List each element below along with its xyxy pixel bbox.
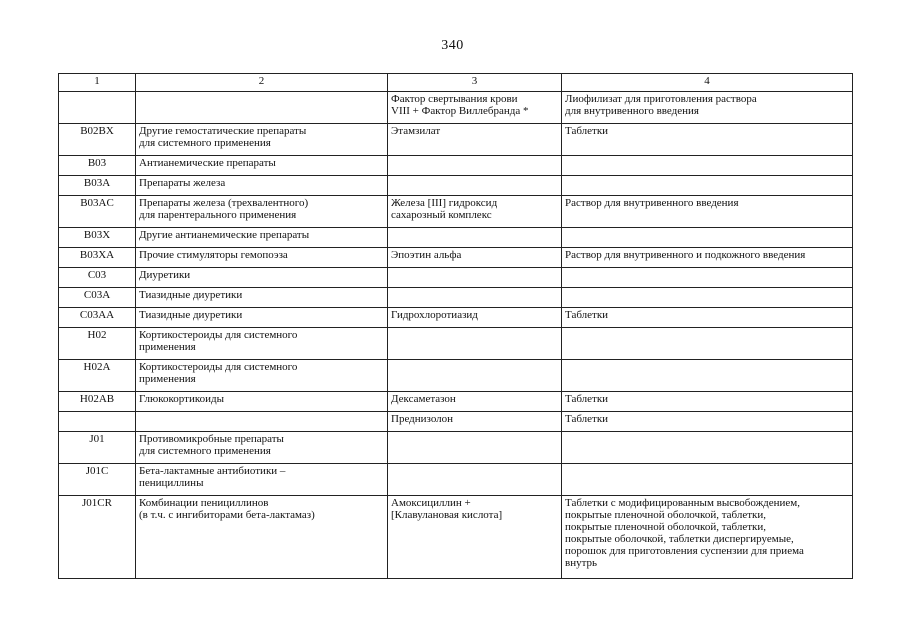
atc-code-cell: B03A: [59, 176, 136, 196]
atc-code-cell: B03AC: [59, 196, 136, 228]
group-name-cell: Кортикостероиды для системного применения: [136, 328, 388, 360]
drug-name-cell: Амоксициллин + [Клавулановая кислота]: [388, 496, 562, 579]
table-row: [59, 196, 853, 228]
group-name-cell: Препараты железа (трехвалентного) для парентерального применения: [136, 196, 388, 228]
atc-code-cell: [59, 412, 136, 432]
table-row: [59, 432, 853, 464]
drug-name-cell: [388, 228, 562, 248]
drug-name-cell: Гидрохлоротиазид: [388, 308, 562, 328]
group-name-cell: Тиазидные диуретики: [136, 288, 388, 308]
atc-code-cell: B02BX: [59, 124, 136, 156]
table-row: [59, 248, 853, 268]
header-row: [59, 74, 853, 92]
atc-code-cell: B03: [59, 156, 136, 176]
drug-name-cell: Фактор свертывания крови VIII + Фактор Виллебранда *: [388, 92, 562, 124]
table-row: [59, 308, 853, 328]
drug-name-cell: [388, 156, 562, 176]
atc-code-cell: B03XA: [59, 248, 136, 268]
atc-code-cell: C03: [59, 268, 136, 288]
atc-code-cell: J01CR: [59, 496, 136, 579]
table-row: [59, 360, 853, 392]
table-row: [59, 328, 853, 360]
dosage-form-cell: [562, 464, 853, 496]
group-name-cell: Противомикробные препараты для системного применения: [136, 432, 388, 464]
dosage-form-cell: [562, 360, 853, 392]
group-name-cell: Комбинации пенициллинов (в т.ч. с ингибиторами бета-лактамаз): [136, 496, 388, 579]
dosage-form-cell: Таблетки: [562, 392, 853, 412]
table-row: [59, 124, 853, 156]
table-row: [59, 392, 853, 412]
drug-name-cell: [388, 288, 562, 308]
drug-name-cell: Преднизолон: [388, 412, 562, 432]
drug-name-cell: [388, 464, 562, 496]
column-header-4: 4: [562, 74, 853, 92]
dosage-form-cell: [562, 328, 853, 360]
dosage-form-cell: Раствор для внутривенного и подкожного введения: [562, 248, 853, 268]
atc-code-cell: C03AA: [59, 308, 136, 328]
drug-name-cell: Железа [III] гидроксид сахарозный комплекс: [388, 196, 562, 228]
group-name-cell: Антианемические препараты: [136, 156, 388, 176]
drug-name-cell: Этамзилат: [388, 124, 562, 156]
table-row: [59, 176, 853, 196]
group-name-cell: Тиазидные диуретики: [136, 308, 388, 328]
dosage-form-cell: Таблетки: [562, 124, 853, 156]
table-row: [59, 464, 853, 496]
atc-code-cell: C03A: [59, 288, 136, 308]
table-row: [59, 412, 853, 432]
group-name-cell: Прочие стимуляторы гемопоэза: [136, 248, 388, 268]
dosage-form-cell: Раствор для внутривенного введения: [562, 196, 853, 228]
group-name-cell: Кортикостероиды для системного применения: [136, 360, 388, 392]
drug-table: [58, 73, 853, 579]
dosage-form-cell: [562, 156, 853, 176]
drug-name-cell: [388, 268, 562, 288]
group-name-cell: Глюкокортикоиды: [136, 392, 388, 412]
atc-code-cell: H02: [59, 328, 136, 360]
table-row: [59, 92, 853, 124]
group-name-cell: Диуретики: [136, 268, 388, 288]
dosage-form-cell: Таблетки с модифицированным высвобождением, покрытые пленочной оболочкой, таблетки, покрытые пленочной оболочкой, таблетки, покрытые оболочкой, таблетки диспергируемые, порошок для приготовления суспензии для приема внутрь: [562, 496, 853, 579]
dosage-form-cell: [562, 228, 853, 248]
table-row: [59, 228, 853, 248]
drug-name-cell: [388, 360, 562, 392]
atc-code-cell: J01C: [59, 464, 136, 496]
atc-code-cell: [59, 92, 136, 124]
column-header-2: 2: [136, 74, 388, 92]
group-name-cell: [136, 412, 388, 432]
dosage-form-cell: Таблетки: [562, 412, 853, 432]
drug-name-cell: [388, 176, 562, 196]
dosage-form-cell: Таблетки: [562, 308, 853, 328]
dosage-form-cell: [562, 432, 853, 464]
atc-code-cell: H02AB: [59, 392, 136, 412]
group-name-cell: Другие гемостатические препараты для системного применения: [136, 124, 388, 156]
group-name-cell: Препараты железа: [136, 176, 388, 196]
table-row: [59, 496, 853, 579]
table-row: [59, 156, 853, 176]
group-name-cell: Другие антианемические препараты: [136, 228, 388, 248]
dosage-form-cell: Лиофилизат для приготовления раствора для внутривенного введения: [562, 92, 853, 124]
table-row: [59, 288, 853, 308]
drug-name-cell: Дексаметазон: [388, 392, 562, 412]
drug-name-cell: Эпоэтин альфа: [388, 248, 562, 268]
dosage-form-cell: [562, 288, 853, 308]
atc-code-cell: J01: [59, 432, 136, 464]
dosage-form-cell: [562, 176, 853, 196]
atc-code-cell: H02A: [59, 360, 136, 392]
table-row: [59, 268, 853, 288]
column-header-3: 3: [388, 74, 562, 92]
group-name-cell: [136, 92, 388, 124]
drug-name-cell: [388, 432, 562, 464]
column-header-1: 1: [59, 74, 136, 92]
dosage-form-cell: [562, 268, 853, 288]
atc-code-cell: B03X: [59, 228, 136, 248]
drug-name-cell: [388, 328, 562, 360]
group-name-cell: Бета-лактамные антибиотики – пенициллины: [136, 464, 388, 496]
page-number: 340: [441, 38, 464, 53]
